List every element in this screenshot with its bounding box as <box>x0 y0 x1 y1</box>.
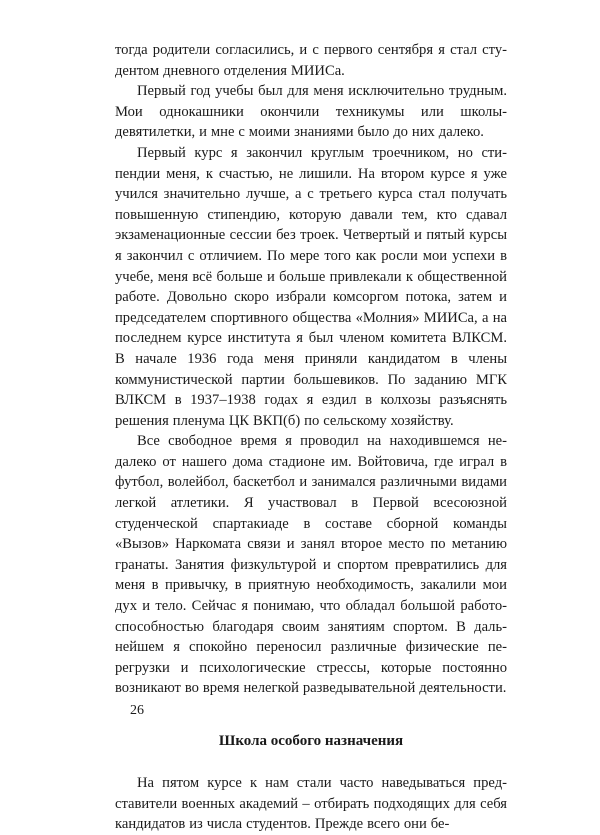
section-title: Школа особого назначения <box>218 733 404 749</box>
paragraph-3: Первый курс я закончил круглым троечником, но стипендии меня, к счастью, не лишили. На втором курсе я уже учился значительно лучше, а с третьего курса стал получать повышенную стипендию, которую давали тем, кто сдавал экзаменационные сессии без троек. Четвертый и пятый курсы я закончил с отличием. По мере того как росли мои успехи в учебе, меня всё больше и больше привлекали к общественной работе. Довольно скоро избрали комсоргом потока, затем и председателем спортивного общества «Молния» МИИСа, а на последнем курсе института я был членом комитета ВЛКСМ. В начале 1936 года меня приняли кандидатом в члены коммунистической партии большевиков. По заданию МГК ВЛКСМ в 1937–1938 годах я ездил в колхозы разъяснять решения пленума ЦК ВКП(б) по сельскому хозяйству. <box>115 144 507 429</box>
book-page <box>115 40 507 833</box>
paragraph-1: тогда родители согласились, и с первого сентября я стал студентом дневного отделения МИИСа. <box>115 42 507 79</box>
paragraph-4: Все свободное время я проводил на находившемся недалеко от нашего дома стадионе им. Войтовича, где играл в футбол, волейбол, баскетбол и занимался различными видами легкой атлетики. Я участвовал в Первой всесоюзной студенческой спартакиаде в составе сборной команды «Вызов» Наркомата связи и занял второе место по метанию гранаты. Занятия физкультурой и спортом превратились для меня в привычку, в приятную необходимость, закалили мои дух и тело. Сейчас я понимаю, что обладал большой работоспособностью благодаря своим занятиям спортом. В дальнейшем я спокойно переносил различные физические перегрузки и психологические стрессы, которые постоянно возникают во время нелегкой разведывательной деятельности. <box>115 433 507 697</box>
paragraph-2: Первый год учебы был для меня исключительно трудным. Мои однокашники окончили техникумы или школы-девятилетки, и мне с моими знаниями было до них далеко. <box>115 83 507 141</box>
page-number: 26 <box>130 703 144 718</box>
paragraph-5: На пятом курсе к нам стали часто наведываться представители военных академий – отбирать подходящих для себя кандидатов из числа студентов. Прежде всего они бе- <box>115 775 507 833</box>
